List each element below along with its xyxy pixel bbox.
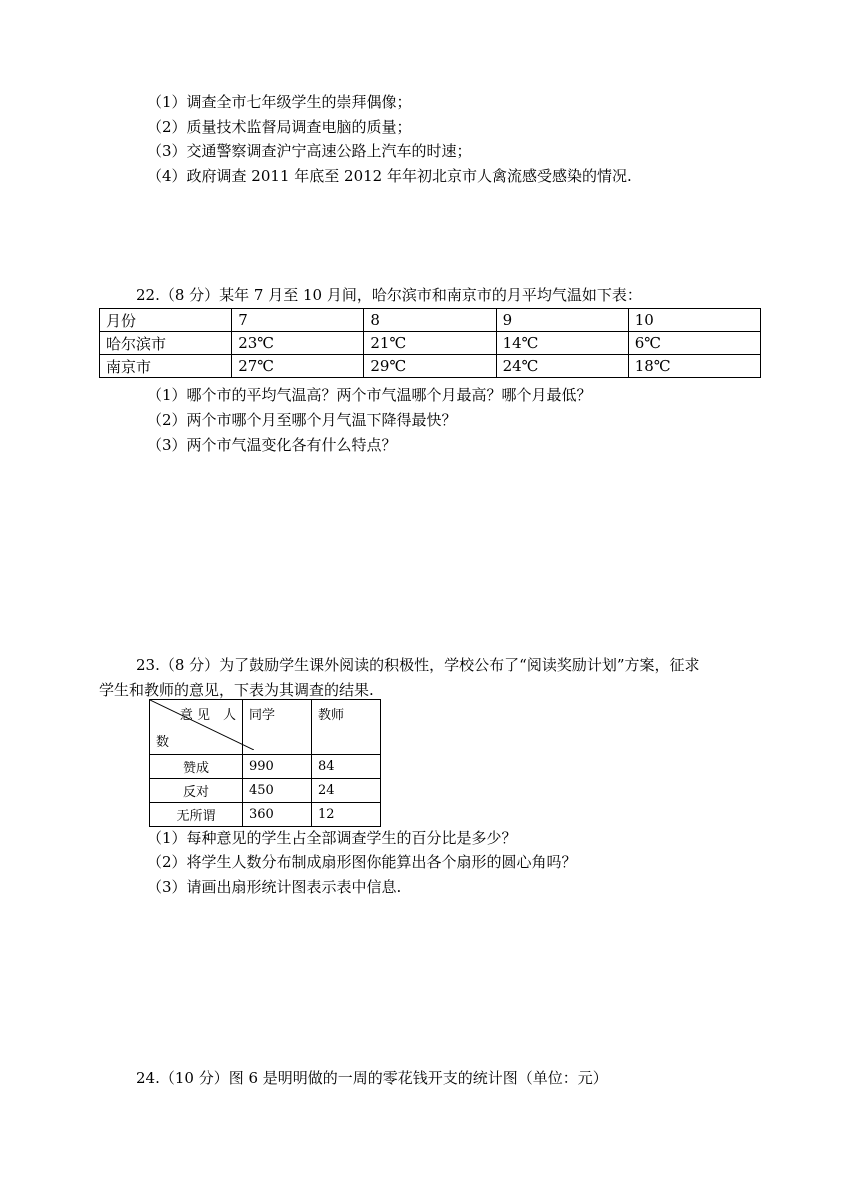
table-row bbox=[150, 803, 381, 827]
table-cell: 8 bbox=[364, 309, 496, 332]
q22-title: 22.（8 分）某年 7 月至 10 月间，哈尔滨市和南京市的月平均气温如下表： bbox=[136, 286, 642, 304]
q24-title: 24.（10 分）图 6 是明明做的一周的零花钱开支的统计图（单位：元） bbox=[136, 1069, 608, 1087]
temperature-table bbox=[99, 308, 761, 378]
table-cell: 10 bbox=[628, 309, 760, 332]
table-cell: 450 bbox=[243, 779, 312, 803]
table-cell: 14℃ bbox=[496, 332, 628, 355]
table-header-row bbox=[100, 309, 761, 332]
table-cell: 南京市 bbox=[100, 355, 232, 378]
header-corner-bottom: 数 bbox=[156, 735, 170, 750]
table-cell: 月份 bbox=[100, 309, 232, 332]
table-cell: 23℃ bbox=[232, 332, 364, 355]
q23-question-2: （2）将学生人数分布制成扇形图你能算出各个扇形的圆心角吗？ bbox=[147, 853, 577, 871]
table-row bbox=[150, 779, 381, 803]
table-cell: 18℃ bbox=[628, 355, 760, 378]
table-cell: 990 bbox=[243, 755, 312, 779]
table-cell: 29℃ bbox=[364, 355, 496, 378]
table-cell: 12 bbox=[312, 803, 381, 827]
q21-item-4: （4）政府调查 2011 年底至 2012 年年初北京市人禽流感受感染的情况. bbox=[147, 167, 632, 185]
table-cell: 9 bbox=[496, 309, 628, 332]
q21-item-2: （2）质量技术监督局调查电脑的质量； bbox=[147, 118, 412, 136]
table-cell: 同学 bbox=[243, 700, 312, 755]
table-cell: 360 bbox=[243, 803, 312, 827]
q23-title-line2: 学生和教师的意见，下表为其调查的结果. bbox=[99, 681, 374, 699]
q22-question-2: （2）两个市哪个月至哪个月气温下降得最快？ bbox=[147, 411, 457, 429]
diagonal-header-cell bbox=[150, 700, 243, 755]
q21-item-3: （3）交通警察调查沪宁高速公路上汽车的时速； bbox=[147, 142, 472, 160]
table-header-row bbox=[150, 700, 381, 755]
q21-item-1: （1）调查全市七年级学生的崇拜偶像； bbox=[147, 93, 412, 111]
header-corner-top: 意 见 人 bbox=[179, 708, 236, 723]
table-cell: 84 bbox=[312, 755, 381, 779]
q23-question-3: （3）请画出扇形统计图表示表中信息. bbox=[147, 878, 402, 896]
q23-title-line1: 23.（8 分）为了鼓励学生课外阅读的积极性，学校公布了“阅读奖励计划”方案，征求 bbox=[136, 656, 700, 674]
table-cell: 6℃ bbox=[628, 332, 760, 355]
table-cell: 24 bbox=[312, 779, 381, 803]
q22-question-1: （1）哪个市的平均气温高？两个市气温哪个月最高？哪个月最低？ bbox=[147, 386, 592, 404]
table-cell: 21℃ bbox=[364, 332, 496, 355]
table-row bbox=[100, 332, 761, 355]
table-cell: 27℃ bbox=[232, 355, 364, 378]
table-cell: 7 bbox=[232, 309, 364, 332]
table-cell: 无所谓 bbox=[150, 803, 243, 827]
table-cell: 哈尔滨市 bbox=[100, 332, 232, 355]
table-row bbox=[100, 355, 761, 378]
table-cell: 24℃ bbox=[496, 355, 628, 378]
table-row bbox=[150, 755, 381, 779]
table-cell: 教师 bbox=[312, 700, 381, 755]
table-cell: 反对 bbox=[150, 779, 243, 803]
q22-question-3: （3）两个市气温变化各有什么特点？ bbox=[147, 436, 397, 454]
table-cell: 赞成 bbox=[150, 755, 243, 779]
opinion-table bbox=[149, 699, 381, 827]
q23-question-1: （1）每种意见的学生占全部调查学生的百分比是多少？ bbox=[147, 829, 517, 847]
